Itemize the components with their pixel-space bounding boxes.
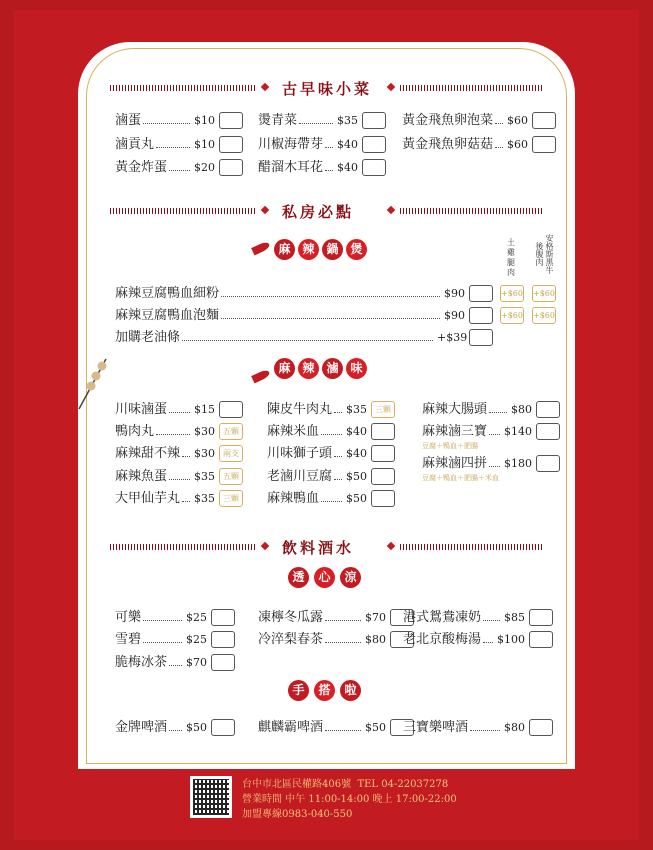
- order-checkbox[interactable]: [529, 719, 553, 736]
- item-name: 川味滷蛋: [115, 402, 168, 417]
- item-price: $25: [186, 611, 207, 624]
- item-name: 金牌啤酒: [115, 720, 168, 735]
- menu-item: [115, 468, 215, 486]
- item-price: $40: [337, 161, 358, 174]
- item-name: 醋溜木耳花: [258, 160, 324, 175]
- item-name: 川椒海帶芽: [258, 137, 324, 152]
- item-price: $80: [504, 721, 525, 734]
- item-price: $140: [504, 425, 532, 438]
- item-price: $40: [337, 138, 358, 151]
- addon-option[interactable]: +$60: [500, 307, 524, 324]
- menu-item: [115, 112, 215, 130]
- item-name: 大甲仙芋丸: [115, 491, 181, 506]
- item-price: $60: [507, 114, 528, 127]
- qr-code: [190, 776, 232, 818]
- order-checkbox[interactable]: [362, 136, 386, 153]
- order-checkbox[interactable]: [211, 609, 235, 626]
- item-name: 老滷川豆腐: [267, 469, 333, 484]
- item-name: 加購老油條: [115, 330, 181, 345]
- title-badge: 味: [346, 358, 367, 379]
- title-badge: 心: [314, 567, 335, 588]
- order-checkbox[interactable]: [219, 159, 243, 176]
- order-checkbox[interactable]: [529, 631, 553, 648]
- order-checkbox[interactable]: [536, 423, 560, 440]
- menu-item: [115, 285, 465, 303]
- order-checkbox[interactable]: [219, 136, 243, 153]
- item-price: $50: [346, 470, 367, 483]
- item-price: $80: [365, 633, 386, 646]
- section-title-appetizers: 古早味小菜: [110, 78, 542, 100]
- item-name: 麻辣鴨血: [267, 491, 320, 506]
- item-price: $70: [186, 656, 207, 669]
- item-name: 麻辣魚蛋: [115, 469, 168, 484]
- item-name: 麻辣滷三寶: [422, 424, 488, 439]
- menu-item: [422, 423, 532, 441]
- menu-item: [402, 112, 528, 130]
- title-badge: 麻: [274, 358, 295, 379]
- item-price: $40: [346, 447, 367, 460]
- item-name: 老北京酸梅湯: [403, 632, 482, 647]
- menu-item: [258, 136, 358, 154]
- item-name: 燙青菜: [258, 113, 298, 128]
- addon-option[interactable]: +$60: [532, 285, 556, 302]
- item-price: $30: [194, 447, 215, 460]
- item-name: 麻辣大腸頭: [422, 402, 488, 417]
- order-checkbox[interactable]: [529, 609, 553, 626]
- item-price: $10: [194, 138, 215, 151]
- item-name: 三寶樂啤酒: [403, 720, 469, 735]
- title-badge: 煲: [346, 239, 367, 260]
- item-name: 雪碧: [115, 632, 142, 647]
- addon-option[interactable]: +$60: [500, 285, 524, 302]
- item-price: $10: [194, 114, 215, 127]
- title-badge: 鍋: [322, 239, 343, 260]
- item-name: 可樂: [115, 610, 142, 625]
- order-checkbox[interactable]: [536, 455, 560, 472]
- order-checkbox[interactable]: 三顆: [219, 490, 243, 507]
- item-name: 鴨肉丸: [115, 424, 155, 439]
- item-name: 脆梅冰茶: [115, 655, 168, 670]
- item-price: $35: [346, 403, 367, 416]
- item-price: $90: [444, 287, 465, 300]
- menu-item: [267, 468, 367, 486]
- menu-item: [422, 455, 532, 473]
- addon-option[interactable]: +$60: [532, 307, 556, 324]
- item-name: 麻辣豆腐鴨血細粉: [115, 286, 220, 301]
- item-price: $90: [444, 309, 465, 322]
- item-price: $70: [365, 611, 386, 624]
- menu-item: [403, 631, 525, 649]
- menu-item: [267, 445, 367, 463]
- menu-item: [115, 609, 207, 627]
- menu-item: [258, 609, 386, 627]
- menu-item: [115, 490, 215, 508]
- item-price: $60: [507, 138, 528, 151]
- item-name: 黃金飛魚卵泡菜: [402, 113, 494, 128]
- menu-item: [403, 719, 525, 737]
- item-name: 麻辣米血: [267, 424, 320, 439]
- menu-item: [258, 719, 386, 737]
- footer-franchise: 加盟專線0983-040-550: [242, 809, 353, 820]
- order-checkbox[interactable]: 五顆: [219, 423, 243, 440]
- item-name: 冷淬梨春茶: [258, 632, 324, 647]
- item-price: $180: [504, 457, 532, 470]
- item-price: $35: [194, 470, 215, 483]
- section-title-drinks: 飲料酒水: [110, 537, 542, 559]
- menu-item: [115, 631, 207, 649]
- order-checkbox[interactable]: [219, 112, 243, 129]
- order-checkbox[interactable]: [362, 159, 386, 176]
- item-price: $40: [346, 425, 367, 438]
- order-checkbox[interactable]: [536, 401, 560, 418]
- title-badge: 辣: [298, 239, 319, 260]
- title-badge: 麻: [274, 239, 295, 260]
- order-checkbox[interactable]: 兩支: [219, 445, 243, 462]
- title-badge: 手: [288, 680, 309, 701]
- item-name: 麻辣甜不辣: [115, 446, 181, 461]
- menu-item: [402, 136, 528, 154]
- col-beef-label: 安格斯黑牛後腹肉: [535, 234, 554, 274]
- item-price: $35: [337, 114, 358, 127]
- order-checkbox[interactable]: [371, 445, 395, 462]
- menu-item: [115, 654, 207, 672]
- order-checkbox[interactable]: [362, 112, 386, 129]
- item-name: 麒麟霸啤酒: [258, 720, 324, 735]
- item-name: 麻辣滷四拼: [422, 456, 488, 471]
- order-checkbox[interactable]: 三顆: [371, 401, 395, 418]
- menu-item: [267, 423, 367, 441]
- section-title-signature: 私房必點: [110, 201, 542, 223]
- title-badge: 辣: [298, 358, 319, 379]
- menu-item: [115, 423, 215, 441]
- menu-item: [115, 307, 465, 325]
- order-checkbox[interactable]: [371, 490, 395, 507]
- order-checkbox[interactable]: 五顆: [219, 468, 243, 485]
- title-badge: 滷: [322, 358, 343, 379]
- skewer-icon: [74, 354, 114, 418]
- order-checkbox[interactable]: [469, 285, 493, 302]
- item-price: $15: [194, 403, 215, 416]
- item-price: +$39: [437, 331, 468, 344]
- menu-item: [267, 490, 367, 508]
- order-checkbox[interactable]: [532, 112, 556, 129]
- item-name: 凍檸冬瓜露: [258, 610, 324, 625]
- order-checkbox[interactable]: [469, 329, 493, 346]
- menu-item: [115, 136, 215, 154]
- item-price: $35: [194, 492, 215, 505]
- item-name: 黃金飛魚卵菇菇: [402, 137, 494, 152]
- order-checkbox[interactable]: [219, 401, 243, 418]
- menu-item: [115, 719, 207, 737]
- menu-item: [258, 159, 358, 177]
- item-name: 麻辣豆腐鴨血泡麵: [115, 308, 220, 323]
- item-price: $85: [504, 611, 525, 624]
- order-checkbox[interactable]: [211, 719, 235, 736]
- title-badge: 涼: [340, 567, 361, 588]
- order-checkbox[interactable]: [469, 307, 493, 324]
- item-price: $50: [346, 492, 367, 505]
- item-price: $50: [365, 721, 386, 734]
- item-price: $50: [186, 721, 207, 734]
- menu-item: [115, 401, 215, 419]
- footer-address: 台中市北區民權路406號 TEL 04-22037278: [242, 779, 449, 790]
- item-price: $80: [511, 403, 532, 416]
- menu-item: [403, 609, 525, 627]
- order-checkbox[interactable]: [211, 631, 235, 648]
- col-chicken-label: 土雞腿肉: [507, 238, 515, 277]
- item-price: $100: [497, 633, 525, 646]
- item-name: 川味獅子頭: [267, 446, 333, 461]
- menu-item: [115, 329, 468, 347]
- footer-hours: 營業時間 中午 11:00-14:00 晚上 17:00-22:00: [242, 794, 457, 805]
- title-badge: 搭: [314, 680, 335, 701]
- order-checkbox[interactable]: [371, 468, 395, 485]
- order-checkbox[interactable]: [211, 654, 235, 671]
- item-price: $25: [186, 633, 207, 646]
- item-price: $30: [194, 425, 215, 438]
- item-name: 滷蛋: [115, 113, 142, 128]
- item-price: $20: [194, 161, 215, 174]
- menu-item: [258, 112, 358, 130]
- item-subtitle: 豆腐＋鴨血＋肥腸＋米血: [422, 474, 499, 482]
- menu-item: [115, 445, 215, 463]
- item-name: 黃金炸蛋: [115, 160, 168, 175]
- menu-item: [267, 401, 367, 419]
- item-name: 港式鴛鴦凍奶: [403, 610, 482, 625]
- item-subtitle: 豆腐＋鴨血＋肥腸: [422, 442, 478, 450]
- item-name: 陳皮牛肉丸: [267, 402, 333, 417]
- item-name: 滷貢丸: [115, 137, 155, 152]
- menu-item: [258, 631, 386, 649]
- order-checkbox[interactable]: [371, 423, 395, 440]
- order-checkbox[interactable]: [532, 136, 556, 153]
- menu-item: [422, 401, 532, 419]
- title-badge: 透: [288, 567, 309, 588]
- menu-item: [115, 159, 215, 177]
- title-badge: 啦: [340, 680, 361, 701]
